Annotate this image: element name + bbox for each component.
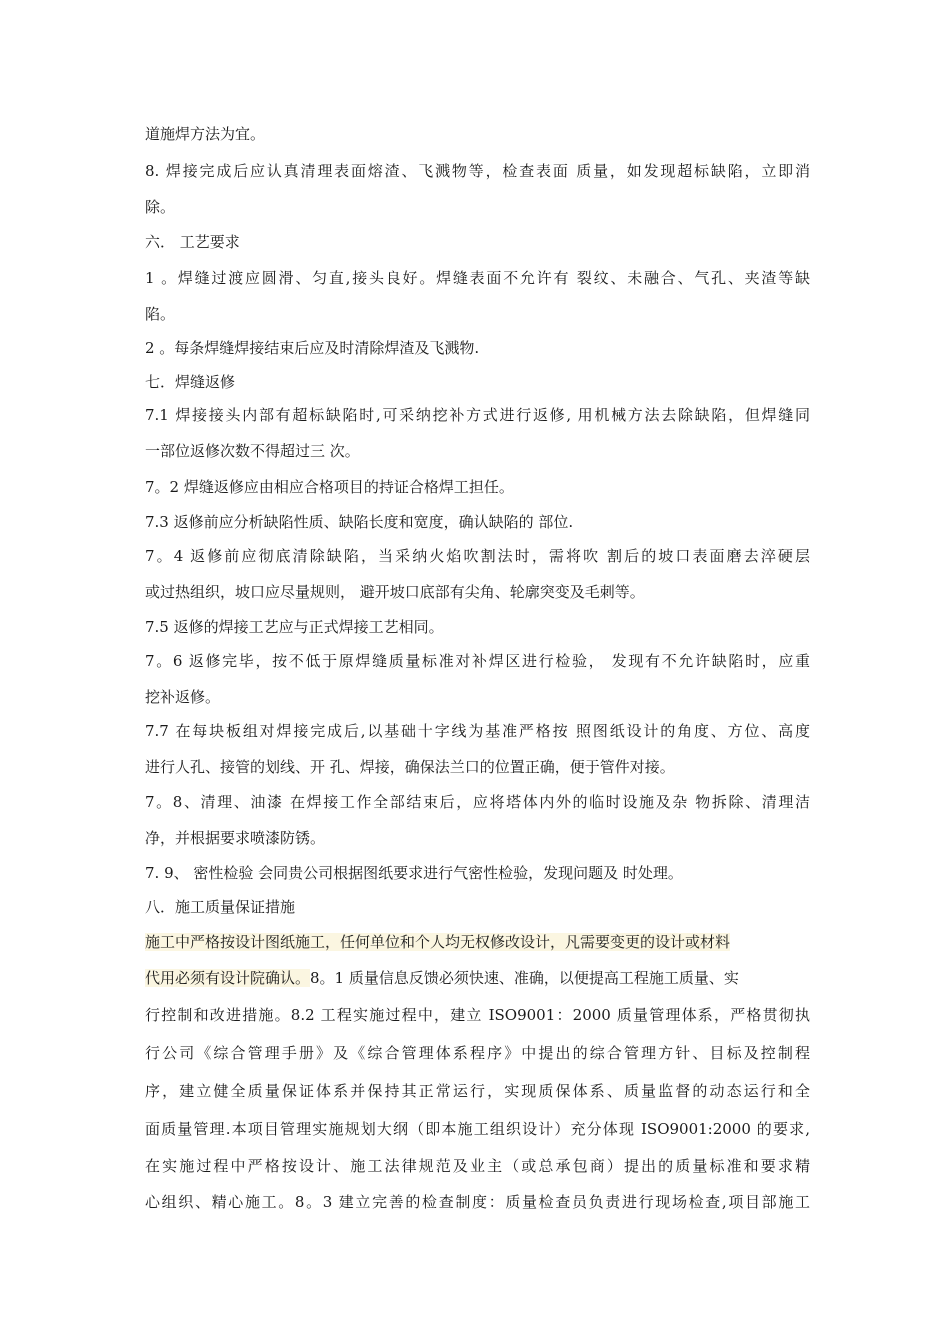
text-line: 1 。焊缝过渡应圆滑、匀直,接头良好。焊缝表面不允许有 裂纹、未融合、气孔、夹渣等缺 bbox=[145, 269, 810, 287]
text-line: 7。6 返修完毕，按不低于原焊缝质量标准对补焊区进行检验， 发现有不允许缺陷时，应重 bbox=[145, 652, 810, 670]
highlighted-text: 代用必须有设计院确认。 bbox=[145, 969, 311, 987]
text-line: 7。2 焊缝返修应由相应合格项目的持证合格焊工担任。 bbox=[145, 478, 514, 496]
text-line bbox=[145, 968, 810, 988]
text-line: 在实施过程中严格按设计、施工法律规范及业主（或总承包商）提出的质量标准和要求精 bbox=[145, 1157, 810, 1175]
section-heading: 六． 工艺要求 bbox=[145, 233, 240, 251]
text-span: 8。1 质量信息反馈必须快速、准确，以便提高工程施工质量、实 bbox=[310, 969, 739, 987]
text-line: 净，并根据要求喷漆防锈。 bbox=[145, 829, 326, 847]
text-line: 进行人孔、接管的划线、开 孔、焊接，确保法兰口的位置正确，便于管件对接。 bbox=[145, 758, 675, 776]
text-line: 7。8、清理、油漆 在焊接工作全部结束后，应将塔体内外的临时设施及杂 物拆除、清理洁 bbox=[145, 793, 810, 811]
text-line: 道施焊方法为宜。 bbox=[145, 125, 266, 143]
text-line: 7.5 返修的焊接工艺应与正式焊接工艺相同。 bbox=[145, 618, 444, 636]
text-line: 7。4 返修前应彻底清除缺陷，当采纳火焰吹割法时，需将吹 割后的坡口表面磨去淬硬层 bbox=[145, 547, 810, 565]
text-line: 8. 焊接完成后应认真清理表面熔渣、飞溅物等，检查表面 质量，如发现超标缺陷，立即消 bbox=[145, 162, 810, 180]
text-line: 序，建立健全质量保证体系并保持其正常运行，实现质保体系、质量监督的动态运行和全 bbox=[145, 1082, 810, 1100]
section-heading: 八．施工质量保证措施 bbox=[145, 898, 296, 916]
text-line: 心组织、精心施工。8。3 建立完善的检查制度：质量检查员负责进行现场检查,项目部施工 bbox=[145, 1193, 810, 1211]
text-line: 陷。 bbox=[145, 305, 176, 323]
text-line: 2 。每条焊缝焊接结束后应及时清除焊渣及飞溅物. bbox=[145, 339, 480, 357]
text-line: 7.3 返修前应分析缺陷性质、缺陷长度和宽度，确认缺陷的 部位. bbox=[145, 513, 574, 531]
text-line: 或过热组织，坡口应尽量规则， 避开坡口底部有尖角、轮廓突变及毛刺等。 bbox=[145, 583, 645, 601]
text-line: 一部位返修次数不得超过三 次。 bbox=[145, 442, 360, 460]
text-line: 7. 9、 密性检验 会同贵公司根据图纸要求进行气密性检验，发现问题及 时处理。 bbox=[145, 864, 683, 882]
text-line: 行控制和改进措施。8.2 工程实施过程中，建立 ISO9001：2000 质量管理体系，严格贯彻执 bbox=[145, 1006, 810, 1024]
highlighted-text: 施工中严格按设计图纸施工，任何单位和个人均无权修改设计，凡需要变更的设计或材料 bbox=[145, 933, 731, 951]
text-line: 7.1 焊接接头内部有超标缺陷时,可采纳挖补方式进行返修, 用机械方法去除缺陷，但焊缝同 bbox=[145, 406, 810, 424]
text-line: 面质量管理.本项目管理实施规划大纲（即本施工组织设计）充分体现 ISO9001:2000 的要求, bbox=[145, 1120, 810, 1138]
text-line bbox=[145, 932, 805, 952]
text-line: 除。 bbox=[145, 198, 176, 216]
section-heading: 七．焊缝返修 bbox=[145, 373, 236, 391]
text-line: 行公司《综合管理手册》及《综合管理体系程序》中提出的综合管理方针、目标及控制程 bbox=[145, 1044, 810, 1062]
text-line: 挖补返修。 bbox=[145, 688, 221, 706]
text-line: 7.7 在每块板组对焊接完成后,以基础十字线为基准严格按 照图纸设计的角度、方位、高度 bbox=[145, 722, 810, 740]
